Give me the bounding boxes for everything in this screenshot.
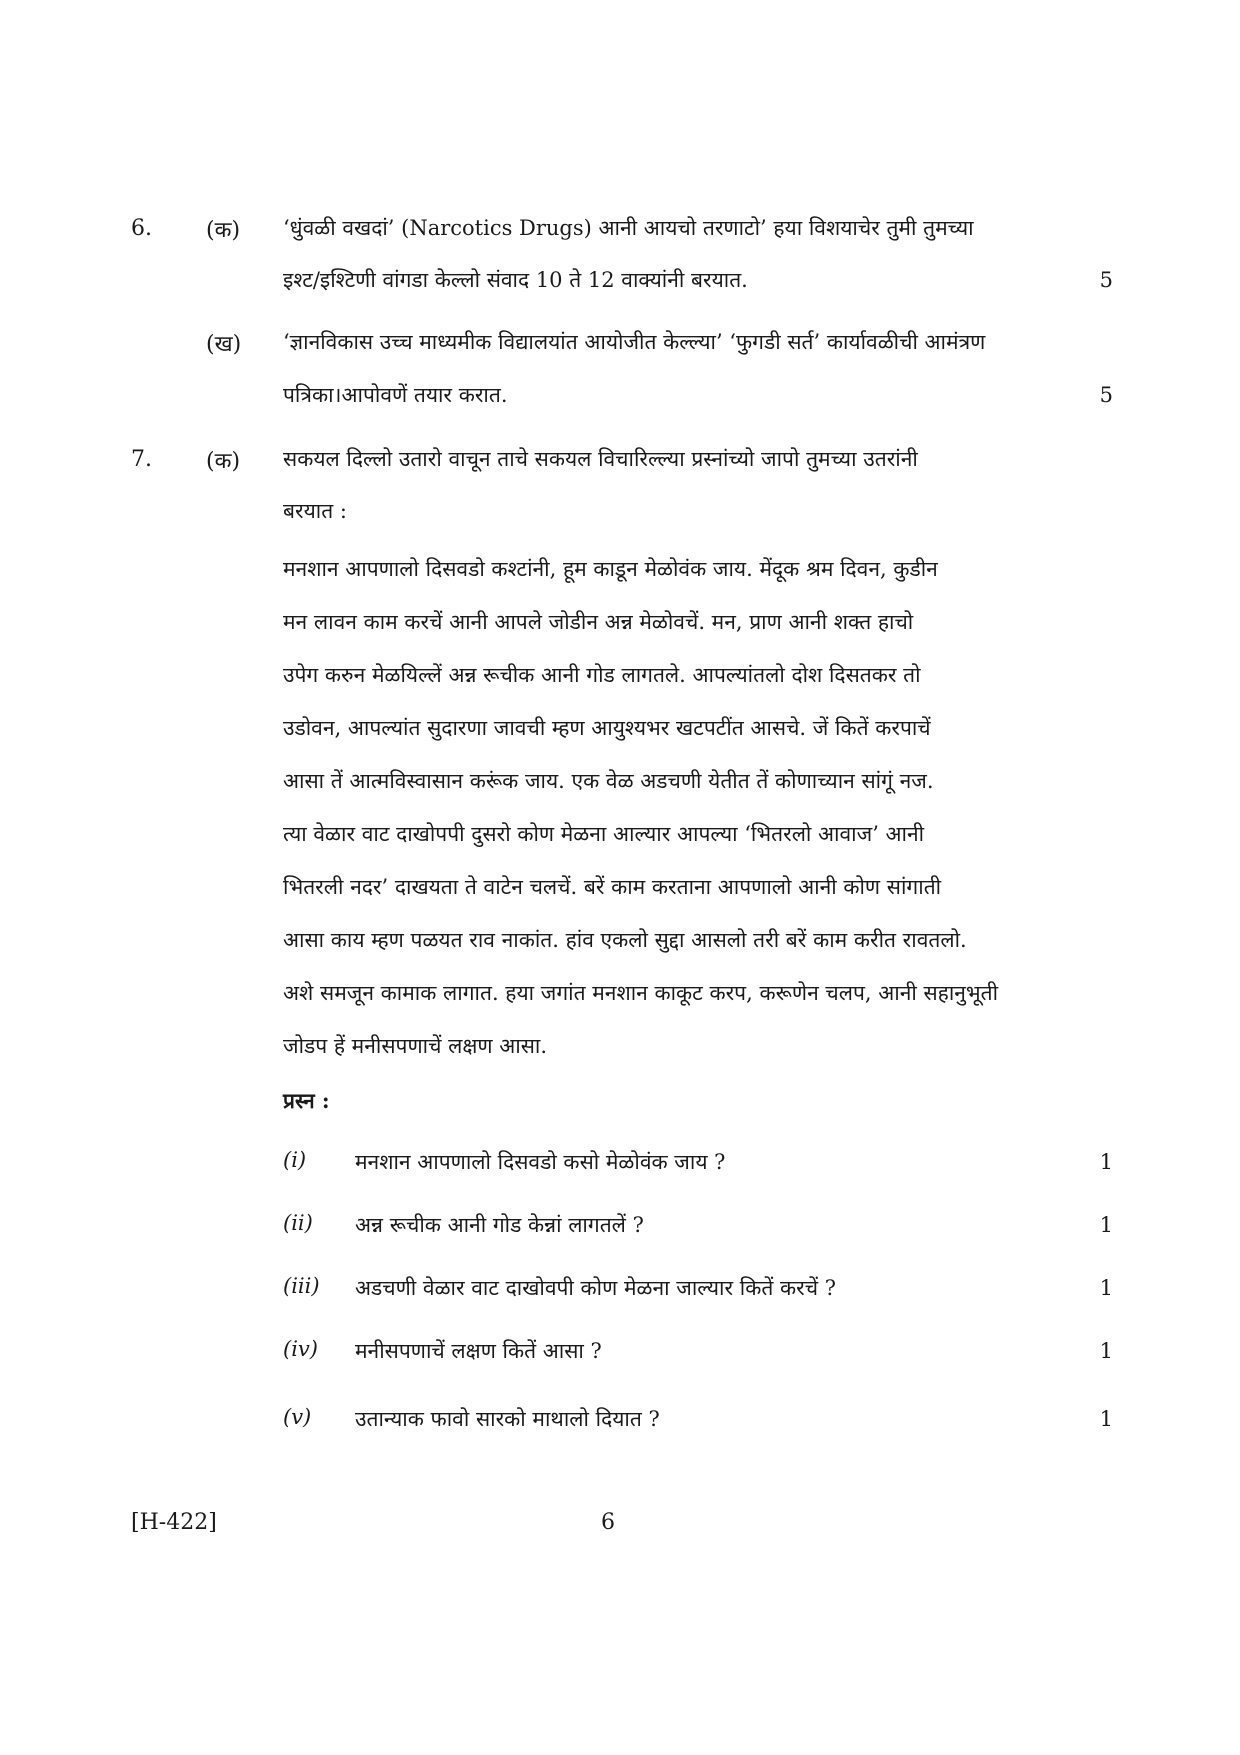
subquestion-marks: 1 xyxy=(1099,1213,1113,1237)
passage-line: मनशान आपणालो दिसवडो कश्टांनी, हूम काडून मेळोवंक जाय. मेंदूक श्रम दिवन, कुडीन xyxy=(283,557,938,581)
subquestion-marks: 1 xyxy=(1099,1339,1113,1363)
subquestion-number: (iv) xyxy=(283,1337,318,1361)
subquestion-number: (v) xyxy=(283,1405,312,1429)
subquestion-text: मनीसपणाचें लक्षण कितें आसा ? xyxy=(355,1339,602,1363)
subquestion-marks: 1 xyxy=(1099,1150,1113,1174)
question-6a-label: (क) xyxy=(206,218,241,243)
subquestion-text: मनशान आपणालो दिसवडो कसो मेळोवंक जाय ? xyxy=(355,1150,726,1174)
question-6-number: 6. xyxy=(131,216,152,241)
questions-heading: प्रस्न : xyxy=(283,1088,330,1113)
passage-line: उडोवन, आपल्यांत सुदारणा जावची म्हण आयुश्यभर खटपटींत आसचे. जें कितें करपाचें xyxy=(283,716,931,740)
question-7a-label: (क) xyxy=(206,449,241,474)
question-6b-label: (ख) xyxy=(206,332,242,357)
subquestion-marks: 1 xyxy=(1099,1407,1113,1431)
passage-line: अशे समजून कामाक लागात. हया जगांत मनशान काकूट करप, करूणेन चलप, आनी सहानुभूती xyxy=(283,981,999,1005)
question-6b-marks: 5 xyxy=(1099,383,1113,407)
question-6a-line-2: इश्ट/इश्टिणी वांगडा केल्लो संवाद 10 ते 12 वाक्यांनी बरयात. xyxy=(283,268,748,292)
passage-line: उपेग करुन मेळयिल्लें अन्न रूचीक आनी गोड लागतले. आपल्यांतलो दोश दिसतकर तो xyxy=(283,663,921,687)
subquestion-marks: 1 xyxy=(1099,1276,1113,1300)
passage-line: मन लावन काम करचें आनी आपले जोडीन अन्न मेळोवचें. मन, प्राण आनी शक्त हाचो xyxy=(283,610,914,634)
question-7-number: 7. xyxy=(131,447,152,472)
passage-line: जोडप हें मनीसपणाचें लक्षण आसा. xyxy=(283,1034,548,1058)
passage-line: आसा काय म्हण पळयत राव नाकांत. हांव एकलो सुद्दा आसलो तरी बरें काम करीत रावतलो. xyxy=(283,928,967,952)
question-6b-line-1: ‘ज्ञानविकास उच्च माध्यमीक विद्यालयांत आयोजीत केल्ल्या’ ‘फुगडी सर्त’ कार्यावळीची आमंत्रण xyxy=(283,330,986,354)
subquestion-text: अडचणी वेळार वाट दाखोवपी कोण मेळना जाल्यार कितें करचें ? xyxy=(355,1276,836,1300)
passage-line: त्या वेळार वाट दाखोपपी दुसरो कोण मेळना आल्यार आपल्या ‘भितरलो आवाज’ आनी xyxy=(283,822,925,846)
question-6a-line-1: ‘धुंवळी वखदां’ (Narcotics Drugs) आनी आयचो तरणाटो’ हया विशयाचेर तुमी तुमच्या xyxy=(283,216,974,240)
paper-code: [H-422] xyxy=(131,1510,217,1535)
question-6a-marks: 5 xyxy=(1099,268,1113,292)
question-7a-line-1: सकयल दिल्लो उतारो वाचून ताचे सकयल विचारिल्ल्या प्रस्नांच्यो जापो तुमच्या उतरांनी xyxy=(283,447,918,471)
page-number: 6 xyxy=(601,1510,615,1535)
subquestion-number: (ii) xyxy=(283,1211,313,1235)
question-7a-line-2: बरयात : xyxy=(283,499,347,523)
subquestion-text: अन्न रूचीक आनी गोड केन्नां लागतलें ? xyxy=(355,1213,644,1237)
subquestion-number: (iii) xyxy=(283,1274,320,1298)
subquestion-number: (i) xyxy=(283,1148,307,1172)
question-6b-line-2: पत्रिका।आपोवणें तयार करात. xyxy=(283,383,508,407)
passage-line: आसा तें आत्मविस्वासान करूंक जाय. एक वेळ अडचणी येतीत तें कोणाच्यान सांगूं नज. xyxy=(283,769,934,793)
passage-line: भितरली नदर’ दाखयता ते वाटेन चलचें. बरें काम करताना आपणालो आनी कोण सांगाती xyxy=(283,875,942,899)
subquestion-text: उतान्याक फावो सारको माथालो दियात ? xyxy=(355,1407,660,1431)
reading-passage xyxy=(283,555,1113,1058)
